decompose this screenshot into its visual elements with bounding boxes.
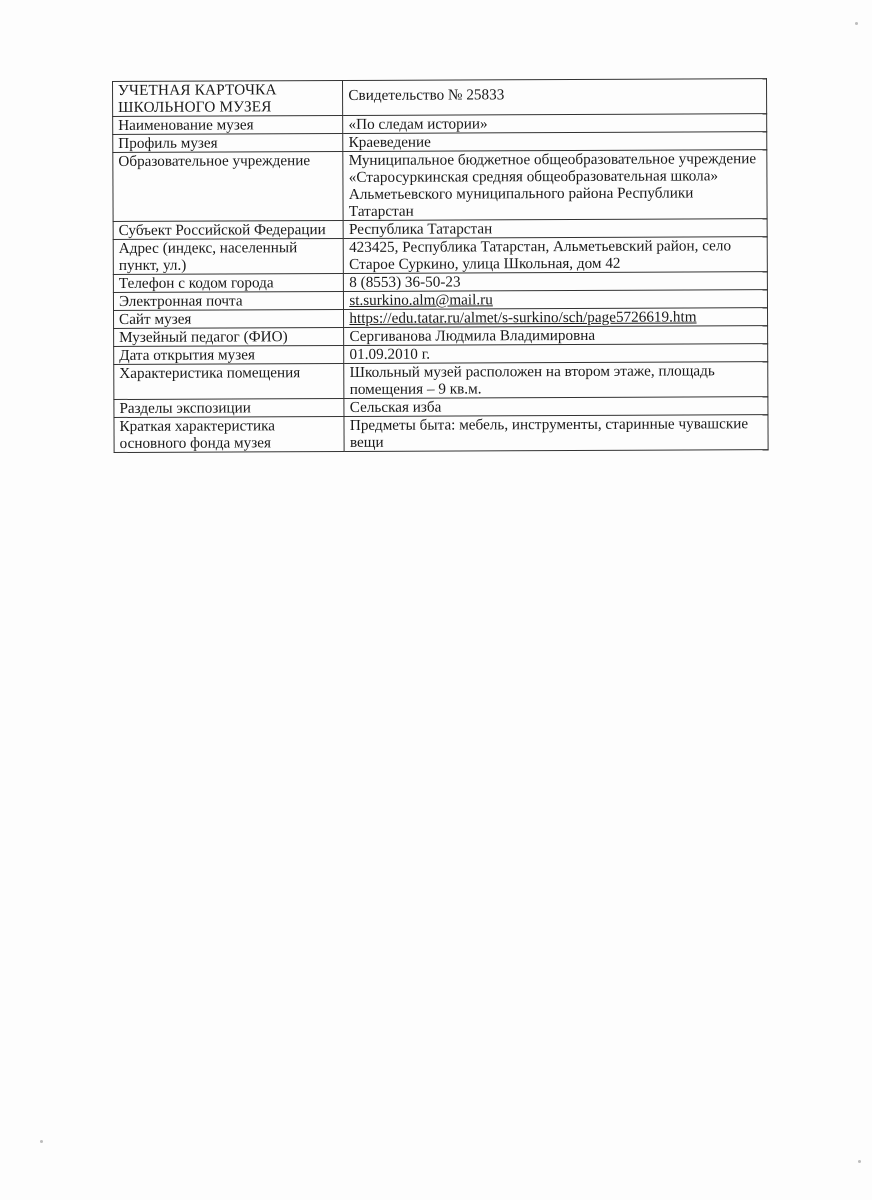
header-label-cell bbox=[113, 80, 343, 116]
row-value-cell bbox=[344, 290, 768, 310]
row-label: Дата открытия музея bbox=[114, 345, 344, 364]
row-label: Музейный педагог (ФИО) bbox=[114, 327, 344, 346]
scan-speck bbox=[40, 1140, 43, 1143]
row-label: Характеристика помещения bbox=[114, 363, 344, 399]
row-value: 8 (8553) 36-50-23 bbox=[344, 272, 768, 292]
row-value: 01.09.2010 г. bbox=[344, 344, 768, 364]
row-label: Субъект Российской Федерации bbox=[113, 220, 343, 239]
table-row-website bbox=[114, 308, 768, 329]
row-label: Краткая характеристика основного фонда музея bbox=[114, 416, 344, 452]
header-value-cell bbox=[343, 79, 767, 116]
table-row-header bbox=[113, 79, 767, 117]
row-label: Телефон с кодом города bbox=[113, 273, 343, 292]
certificate-number: Свидетельство № 25833 bbox=[348, 86, 505, 104]
email-link[interactable]: st.surkino.alm@mail.ru bbox=[349, 291, 493, 309]
row-value: Краеведение bbox=[343, 132, 767, 152]
table-row-institution bbox=[113, 150, 767, 222]
row-value: «По следам истории» bbox=[343, 114, 767, 134]
row-label: Наименование музея bbox=[113, 115, 343, 134]
row-value: Предметы быта: мебель, инструменты, старинные чувашские вещи bbox=[344, 415, 768, 452]
museum-registration-card-table bbox=[112, 78, 769, 453]
row-label: Профиль музея bbox=[113, 133, 343, 152]
row-value: Муниципальное бюджетное общеобразовательное учреждение «Старосуркинская средняя общеобразовательная школа» Альметьевского муниципального района Республики Татарстан bbox=[343, 150, 767, 221]
row-value: Сельская изба bbox=[344, 397, 768, 417]
row-value: Сергиванова Людмила Владимировна bbox=[344, 326, 768, 346]
row-label: Адрес (индекс, населенный пункт, ул.) bbox=[113, 238, 343, 274]
table-row-premises bbox=[114, 362, 768, 400]
row-label: Разделы экспозиции bbox=[114, 398, 344, 417]
row-value: Школьный музей расположен на втором этаже, площадь помещения – 9 кв.м. bbox=[344, 362, 768, 399]
scan-speck bbox=[858, 1160, 861, 1163]
card-title: УЧЕТНАЯ КАРТОЧКА ШКОЛЬНОГО МУЗЕЯ bbox=[118, 81, 277, 116]
row-label: Сайт музея bbox=[114, 309, 344, 328]
row-value: 423425, Республика Татарстан, Альметьевский район, село Старое Суркино, улица Школьная, дом 42 bbox=[344, 237, 768, 274]
table-row-address bbox=[113, 237, 767, 275]
website-link[interactable]: https://edu.tatar.ru/almet/s-surkino/sch/page5726619.htm bbox=[349, 308, 697, 327]
row-value: Республика Татарстан bbox=[343, 219, 767, 239]
row-label: Электронная почта bbox=[113, 291, 343, 310]
scan-speck bbox=[855, 22, 858, 25]
row-label: Образовательное учреждение bbox=[113, 151, 344, 221]
row-value-cell bbox=[344, 308, 768, 328]
table-row-main-fund bbox=[114, 415, 768, 453]
